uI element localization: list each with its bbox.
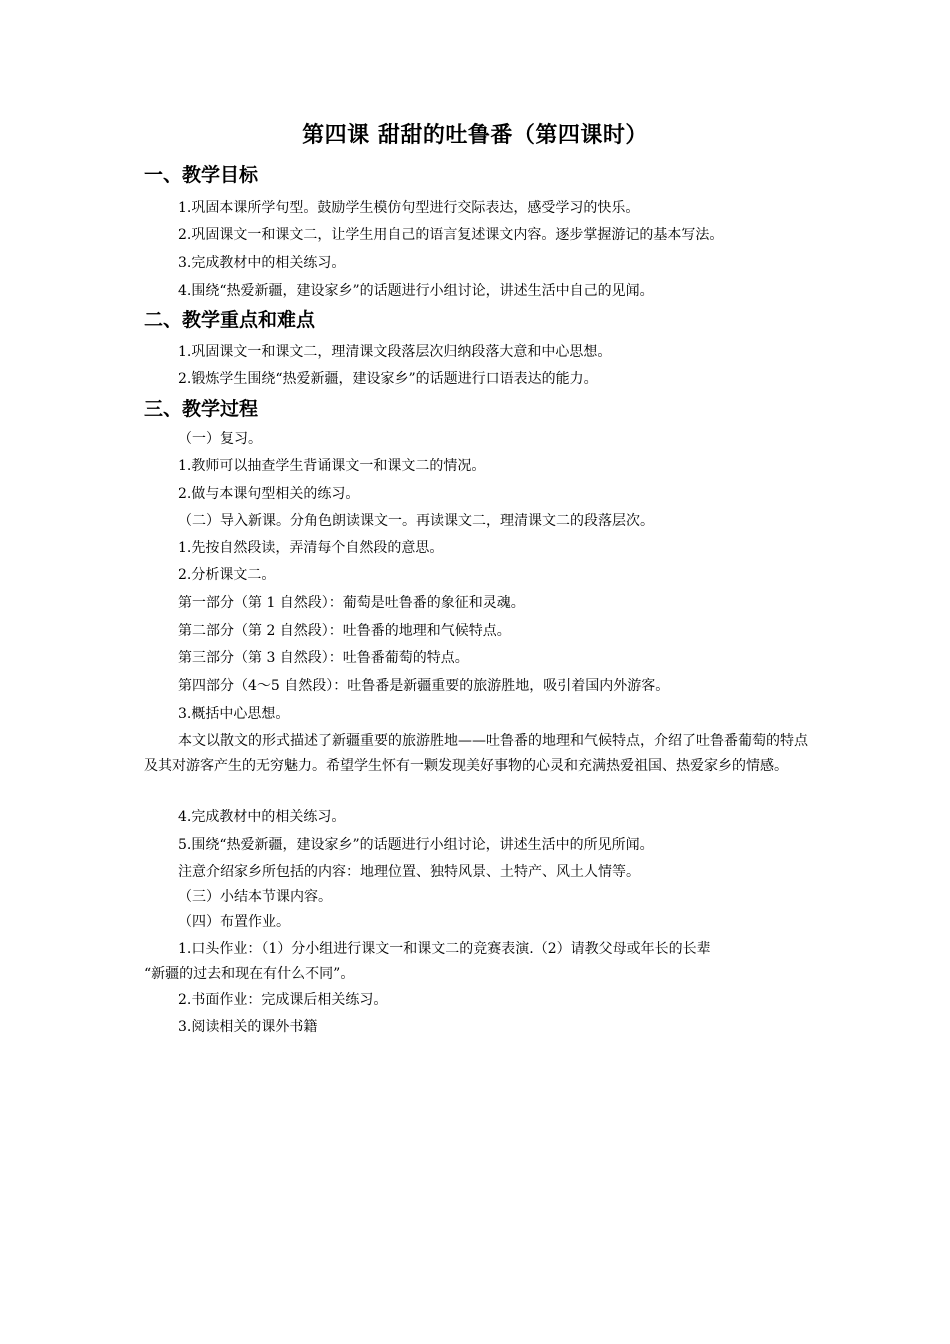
homework-written: 2.书面作业：完成课后相关练习。 — [178, 992, 388, 1008]
process-line: 第一部分（第 1 自然段）：葡萄是吐鲁番的象征和灵魂。 — [178, 595, 525, 611]
objective-item: 1.巩固本课所学句型。鼓励学生模仿句型进行交际表达，感受学习的快乐。 — [178, 200, 640, 216]
section-heading-process: 三、教学过程 — [144, 398, 259, 420]
process-line: 2.分析课文二。 — [178, 567, 276, 583]
objective-item: 2.巩固课文一和课文二，让学生用自己的语言复述课文内容。逐步掌握游记的基本写法。 — [178, 227, 724, 243]
process-line: 第二部分（第 2 自然段）：吐鲁番的地理和气候特点。 — [178, 623, 511, 639]
section-heading-objectives: 一、教学目标 — [144, 164, 259, 186]
process-line: （三）小结本节课内容。 — [178, 889, 332, 905]
process-line: （二）导入新课。分角色朗读课文一。再读课文二，理清课文二的段落层次。 — [178, 513, 654, 529]
process-line: （一）复习。 — [178, 431, 262, 447]
process-line: 1.先按自然段读，弄清每个自然段的意思。 — [178, 540, 444, 556]
process-line: 1.教师可以抽查学生背诵课文一和课文二的情况。 — [178, 458, 486, 474]
process-line: 第三部分（第 3 自然段）：吐鲁番葡萄的特点。 — [178, 650, 469, 666]
process-line: 第四部分（4～5 自然段）：吐鲁番是新疆重要的旅游胜地，吸引着国内外游客。 — [178, 678, 670, 694]
process-line: 4.完成教材中的相关练习。 — [178, 809, 346, 825]
process-line: 注意介绍家乡所包括的内容：地理位置、独特风景、土特产、风土人情等。 — [178, 864, 640, 880]
key-point-item: 2.锻炼学生围绕“热爱新疆，建设家乡”的话题进行口语表达的能力。 — [178, 371, 598, 387]
homework-oral-continued: “新疆的过去和现在有什么不同”。 — [144, 966, 355, 982]
process-line: （四）布置作业。 — [178, 914, 290, 930]
document-title: 第四课 甜甜的吐鲁番（第四课时） — [302, 123, 648, 148]
homework-reading: 3.阅读相关的课外书籍 — [178, 1019, 318, 1035]
key-point-item: 1.巩固课文一和课文二，理清课文段落层次归纳段落大意和中心思想。 — [178, 344, 612, 360]
process-line: 3.概括中心思想。 — [178, 706, 290, 722]
central-idea-paragraph: 本文以散文的形式描述了新疆重要的旅游胜地——吐鲁番的地理和气候特点，介绍了吐鲁番葡萄的特点及其对游客产生的无穷魅力。希望学生怀有一颗发现美好事物的心灵和充满热爱祖国、热爱家乡的情感。 — [144, 733, 808, 774]
process-line: 2.做与本课句型相关的练习。 — [178, 486, 360, 502]
process-line: 5.围绕“热爱新疆，建设家乡”的话题进行小组讨论，讲述生活中的所见所闻。 — [178, 837, 654, 853]
section-heading-key-points: 二、教学重点和难点 — [144, 309, 316, 331]
homework-oral: 1.口头作业：（1）分小组进行课文一和课文二的竞赛表演.（2）请教父母或年长的长辈 — [178, 941, 711, 957]
objective-item: 4.围绕“热爱新疆，建设家乡”的话题进行小组讨论，讲述生活中自己的见闻。 — [178, 283, 654, 299]
objective-item: 3.完成教材中的相关练习。 — [178, 255, 346, 271]
